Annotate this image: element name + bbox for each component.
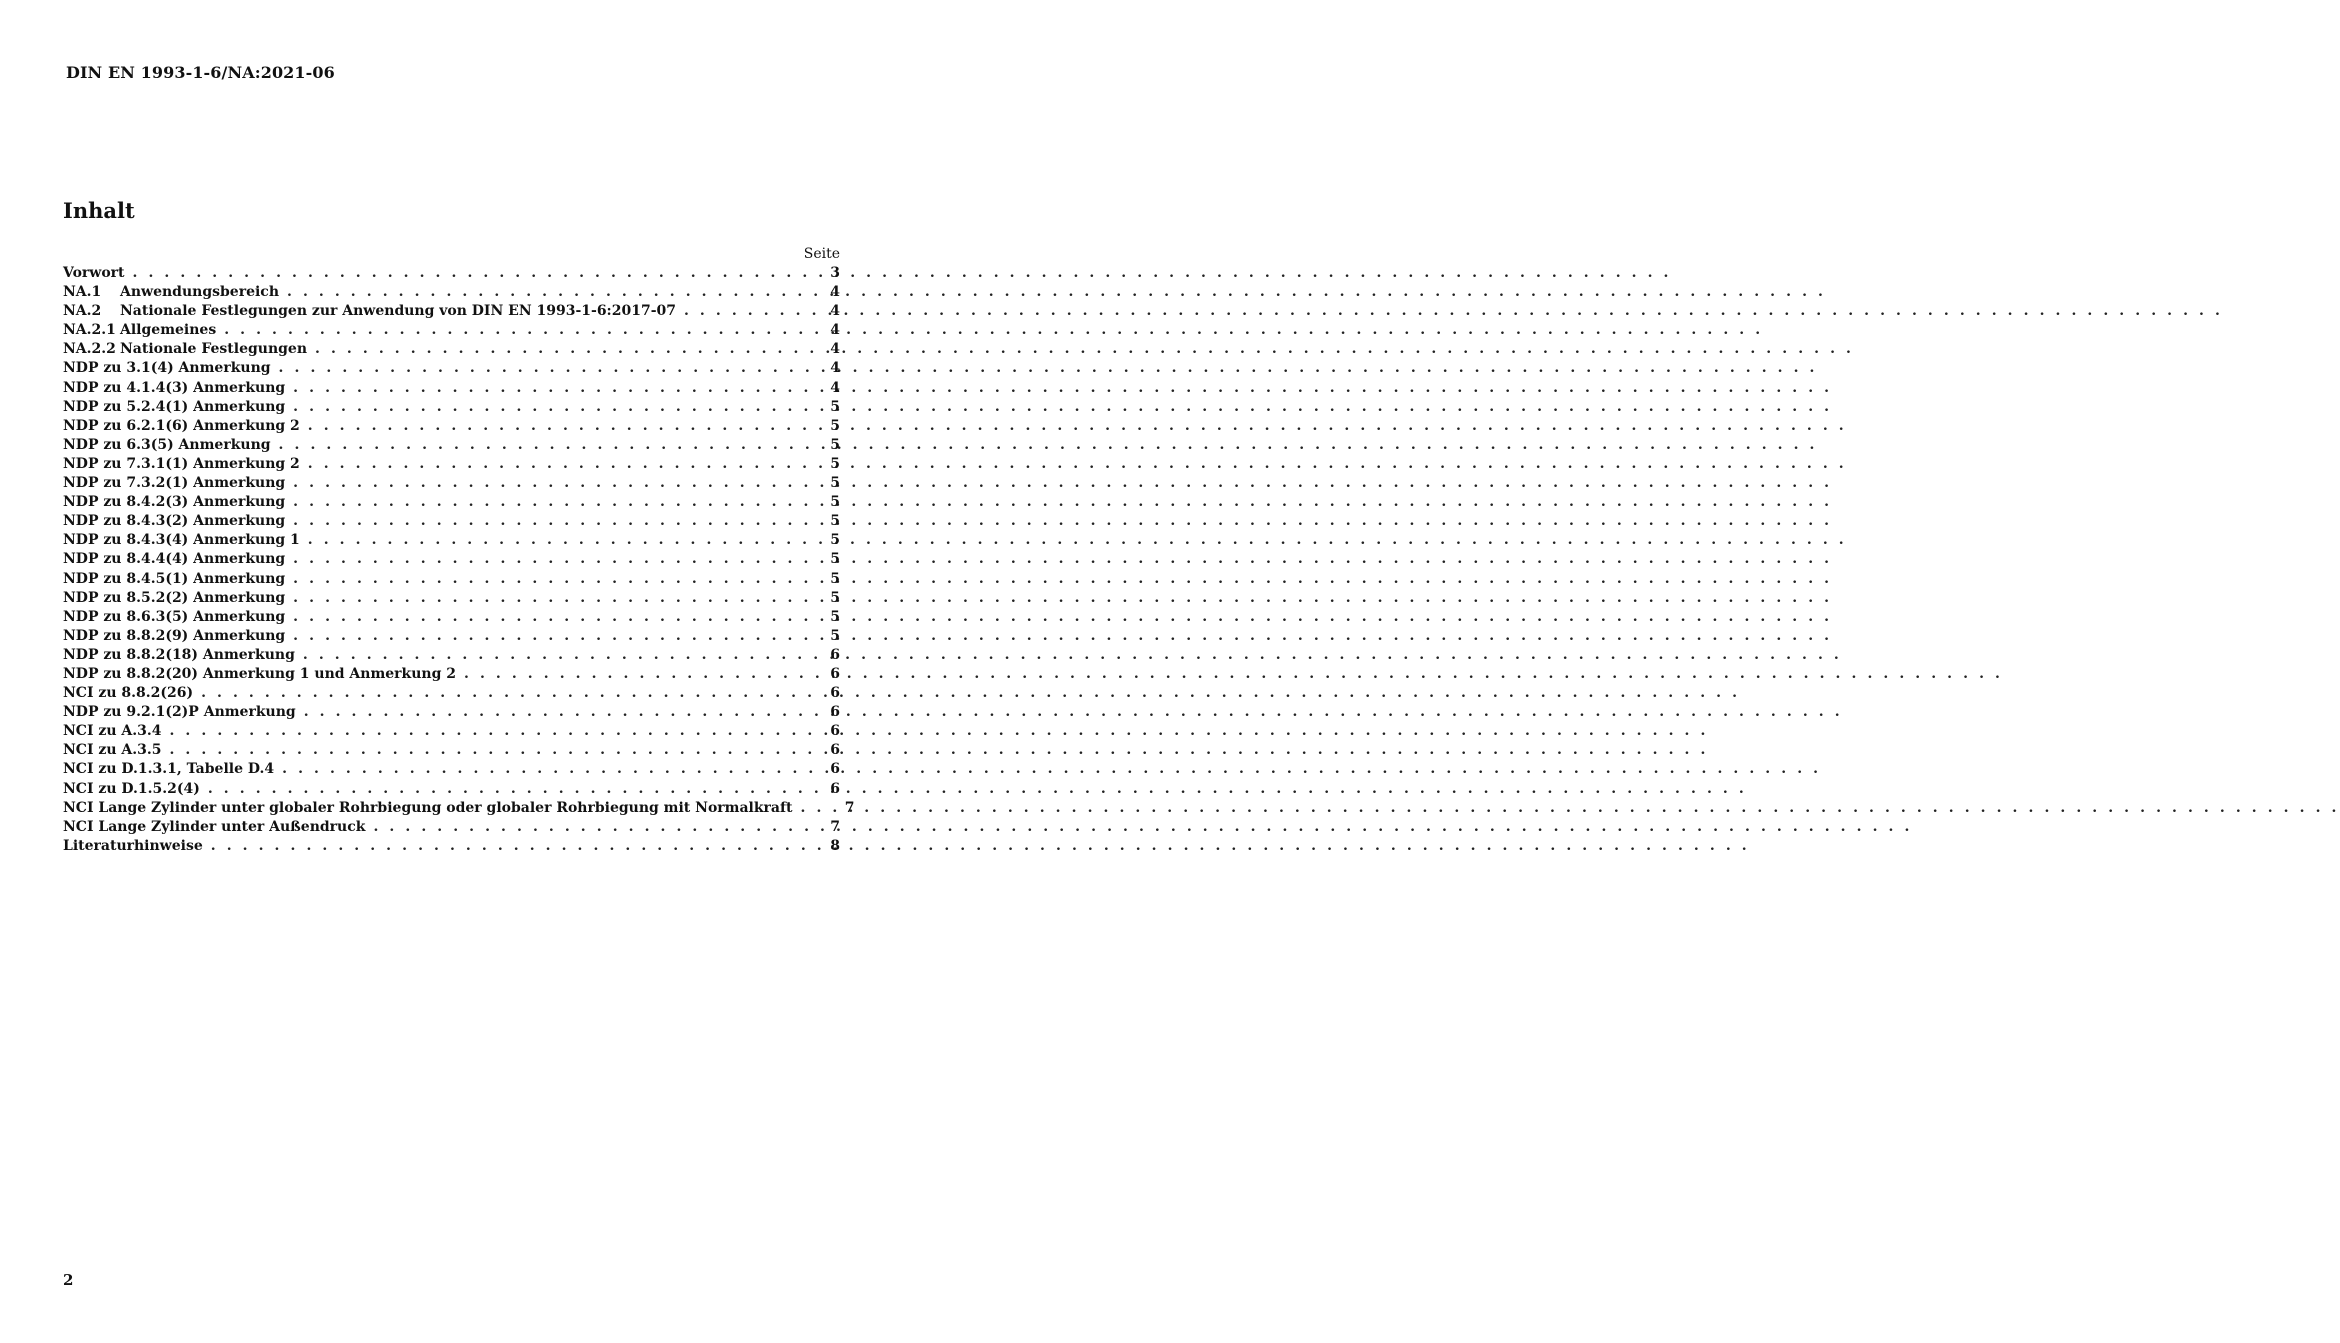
toc-entry-label: NCI zu A.3.5 xyxy=(63,742,162,759)
toc-entry[interactable] xyxy=(63,666,840,685)
toc-entry[interactable] xyxy=(63,647,840,666)
toc-leader-dots xyxy=(293,380,796,396)
toc-entry[interactable] xyxy=(63,494,840,513)
toc-entry[interactable] xyxy=(63,360,840,379)
toc-entry-label: NDP zu 7.3.1(1) Anmerkung 2 xyxy=(63,455,300,472)
toc-entry-label: NDP zu 8.4.4(4) Anmerkung xyxy=(63,551,286,568)
toc-leader-dots xyxy=(308,532,796,548)
toc-entry[interactable] xyxy=(63,437,840,456)
toc-entry[interactable] xyxy=(63,475,840,494)
toc-entry-page: 5 xyxy=(830,551,840,568)
toc-entry-page: 5 xyxy=(830,532,840,549)
toc-entry-label: Literaturhinweise xyxy=(63,837,203,854)
toc-leader-dots xyxy=(293,628,796,644)
toc-entry-number: NA.2.1 xyxy=(63,322,116,339)
toc-entry-label: NDP zu 7.3.2(1) Anmerkung xyxy=(63,475,286,492)
toc-entry-page: 5 xyxy=(830,436,840,453)
toc-entry-page: 4 xyxy=(830,284,840,301)
toc-leader-dots xyxy=(304,704,796,720)
toc-entry[interactable] xyxy=(63,303,840,322)
toc-leader-dots xyxy=(303,647,796,663)
toc-entry-label: NCI Lange Zylinder unter Außendruck xyxy=(63,818,366,835)
toc-entry-page: 5 xyxy=(830,475,840,492)
toc-entry-page: 4 xyxy=(830,379,840,396)
toc-entry-number: NA.2.2 xyxy=(63,341,116,358)
table-of-contents xyxy=(63,265,855,857)
toc-entry-label: NDP zu 8.5.2(2) Anmerkung xyxy=(63,589,286,606)
toc-entry-label: NCI zu D.1.5.2(4) xyxy=(63,780,200,797)
toc-entry-label: NCI zu 8.8.2(26) xyxy=(63,685,194,702)
toc-leader-dots xyxy=(133,265,796,281)
toc-entry-label: NDP zu 5.2.4(1) Anmerkung xyxy=(63,398,286,415)
toc-entry-label: NDP zu 4.1.4(3) Anmerkung xyxy=(63,379,286,396)
toc-entry[interactable] xyxy=(63,341,840,360)
toc-entry-page: 7 xyxy=(844,799,855,816)
toc-leader-dots xyxy=(293,571,796,587)
toc-entry-page: 5 xyxy=(830,513,840,530)
toc-entry-page: 5 xyxy=(830,494,840,511)
toc-entry[interactable] xyxy=(63,742,840,761)
toc-leader-dots xyxy=(308,456,796,472)
toc-entry-page: 6 xyxy=(830,742,840,759)
toc-leader-dots xyxy=(293,513,796,529)
toc-entry[interactable] xyxy=(63,685,840,704)
toc-entry-page: 6 xyxy=(830,780,840,797)
toc-entry-label: NDP zu 8.8.2(20) Anmerkung 1 und Anmerkung 2 xyxy=(63,665,457,682)
toc-leader-dots xyxy=(464,666,796,682)
toc-leader-dots xyxy=(801,800,811,816)
toc-leader-dots xyxy=(315,341,796,357)
toc-entry-page: 5 xyxy=(830,398,840,415)
toc-leader-dots xyxy=(201,685,796,701)
toc-title: Inhalt xyxy=(63,198,135,223)
toc-entry-label: NDP zu 8.8.2(18) Anmerkung xyxy=(63,646,295,663)
toc-entry-label: NDP zu 8.8.2(9) Anmerkung xyxy=(63,627,286,644)
toc-entry-number: NA.2 xyxy=(63,303,102,320)
toc-leader-dots xyxy=(224,322,796,338)
toc-entry-page: 8 xyxy=(830,837,840,854)
document-identifier: DIN EN 1993-1-6/NA:2021-06 xyxy=(66,63,335,82)
toc-leader-dots xyxy=(279,437,796,453)
toc-leader-dots xyxy=(373,819,796,835)
toc-entry[interactable] xyxy=(63,551,840,570)
toc-entry-label: NDP zu 8.4.5(1) Anmerkung xyxy=(63,570,286,587)
toc-entry[interactable] xyxy=(63,418,840,437)
toc-entry[interactable] xyxy=(63,532,840,551)
toc-entry-label: Nationale Festlegungen xyxy=(120,341,308,358)
toc-entry[interactable] xyxy=(63,781,840,800)
toc-entry-label: NDP zu 8.4.3(4) Anmerkung 1 xyxy=(63,532,300,549)
toc-entry-page: 5 xyxy=(830,417,840,434)
toc-entry-page: 6 xyxy=(830,646,840,663)
toc-entry-label: Allgemeines xyxy=(120,322,217,339)
toc-leader-dots xyxy=(211,838,796,854)
toc-leader-dots xyxy=(293,590,796,606)
toc-entry-page: 5 xyxy=(830,627,840,644)
toc-entry-page: 6 xyxy=(830,723,840,740)
toc-entry-page: 5 xyxy=(830,570,840,587)
toc-entry[interactable] xyxy=(63,590,840,609)
toc-entry-page: 5 xyxy=(830,589,840,606)
toc-entry-label: NDP zu 8.4.3(2) Anmerkung xyxy=(63,513,286,530)
toc-entry-page: 7 xyxy=(830,818,840,835)
toc-entry-label: NDP zu 8.4.2(3) Anmerkung xyxy=(63,494,286,511)
page-column-label: Seite xyxy=(803,246,840,262)
toc-leader-dots xyxy=(293,551,796,567)
toc-entry[interactable] xyxy=(63,265,840,284)
toc-leader-dots xyxy=(208,781,796,797)
toc-entry-page: 6 xyxy=(830,704,840,721)
toc-entry[interactable] xyxy=(63,799,855,819)
toc-entry-label: NDP zu 6.2.1(6) Anmerkung 2 xyxy=(63,417,300,434)
toc-leader-dots xyxy=(169,742,796,758)
toc-entry-label: NCI zu D.1.3.1, Tabelle D.4 xyxy=(63,761,275,778)
toc-entry[interactable] xyxy=(63,284,840,303)
toc-leader-dots xyxy=(293,475,796,491)
toc-entry[interactable] xyxy=(63,761,840,780)
toc-entry-label: NCI zu A.3.4 xyxy=(63,723,162,740)
toc-leader-dots xyxy=(293,494,796,510)
page-number: 2 xyxy=(63,1271,74,1289)
toc-entry[interactable] xyxy=(63,838,840,857)
toc-entry-page: 6 xyxy=(830,761,840,778)
toc-entry-label: NDP zu 3.1(4) Anmerkung xyxy=(63,360,271,377)
toc-entry[interactable] xyxy=(63,399,840,418)
toc-entry[interactable] xyxy=(63,723,840,742)
toc-entry-label: NDP zu 6.3(5) Anmerkung xyxy=(63,436,271,453)
toc-entry-page: 4 xyxy=(830,303,840,320)
toc-leader-dots xyxy=(287,284,796,300)
toc-entry-label: NDP zu 8.6.3(5) Anmerkung xyxy=(63,608,286,625)
toc-entry-label: Vorwort xyxy=(63,265,125,281)
toc-entry[interactable] xyxy=(63,819,840,838)
toc-entry-page: 4 xyxy=(830,341,840,358)
toc-entry-label: Anwendungsbereich xyxy=(120,284,279,301)
toc-leader-dots xyxy=(169,723,796,739)
toc-leader-dots xyxy=(293,609,796,625)
toc-entry-label: NCI Lange Zylinder unter globaler Rohrbiegung oder globaler Rohrbiegung mit Normalkraft xyxy=(63,799,793,816)
toc-entry[interactable] xyxy=(63,704,840,723)
toc-entry-number: NA.1 xyxy=(63,284,102,301)
toc-entry[interactable] xyxy=(63,628,840,647)
toc-leader-dots xyxy=(293,399,796,415)
toc-entry[interactable] xyxy=(63,322,840,341)
toc-leader-dots xyxy=(282,761,796,777)
toc-entry-label: Nationale Festlegungen zur Anwendung von DIN EN 1993-1-6:2017-07 xyxy=(120,303,676,320)
toc-entry-page: 3 xyxy=(830,265,840,281)
toc-entry[interactable] xyxy=(63,456,840,475)
toc-entry-label: NDP zu 9.2.1(2)P Anmerkung xyxy=(63,704,296,721)
toc-leader-dots xyxy=(684,303,796,319)
toc-entry-page: 6 xyxy=(830,665,840,682)
toc-leader-dots xyxy=(308,418,796,434)
toc-entry[interactable] xyxy=(63,571,840,590)
toc-entry-page: 4 xyxy=(830,360,840,377)
toc-entry[interactable] xyxy=(63,609,840,628)
toc-entry[interactable] xyxy=(63,380,840,399)
toc-entry-page: 5 xyxy=(830,455,840,472)
toc-leader-dots xyxy=(279,360,796,376)
toc-entry-page: 4 xyxy=(830,322,840,339)
toc-entry[interactable] xyxy=(63,513,840,532)
toc-entry-page: 5 xyxy=(830,608,840,625)
toc-entry-page: 6 xyxy=(830,685,840,702)
